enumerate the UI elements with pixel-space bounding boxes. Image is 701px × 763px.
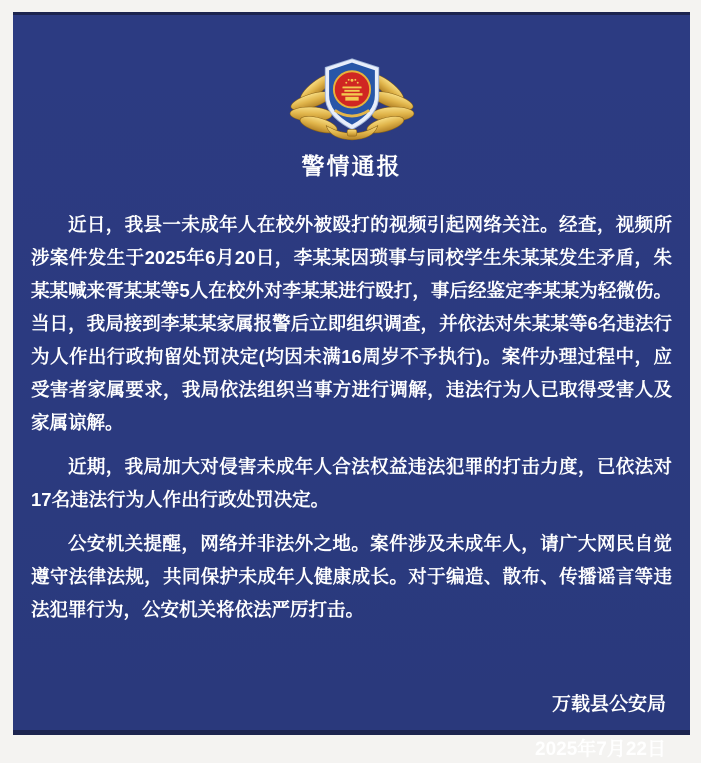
notice-paragraph-3: 公安机关提醒，网络并非法外之地。案件涉及未成年人，请广大网民自觉遵守法律法规，共同保护未成年人健康成长。对于编造、散布、传播谣言等违法犯罪行为，公安机关将依法严厉打击。 xyxy=(31,533,672,620)
notice-title: 警情通报 xyxy=(301,153,402,179)
emblem-wrap xyxy=(13,51,690,143)
signature-agency: 万载县公安局 xyxy=(551,694,666,715)
notice-paragraph-2: 近期，我局加大对侵害未成年人合法权益违法犯罪的打击力度，已依法对17名违法行为人作出行政处罚决定。 xyxy=(31,456,672,510)
signature-date: 2025年7月22日 xyxy=(535,739,666,760)
police-emblem-icon xyxy=(290,51,414,143)
notice-body xyxy=(13,208,690,626)
notice-paragraph-1: 近日，我县一未成年人在校外被殴打的视频引起网络关注。经查，视频所涉案件发生于2025年6月20日，李某某因琐事与同校学生朱某某发生矛盾，朱某某喊来胥某某等5人在校外对李某某进行殴打，事后经鉴定李某某为轻微伤。当日，我局接到李某某家属报警后立即组织调查，并依法对朱某某等6名违法行为人作出行政拘留处罚决定(均因未满16周岁不予执行)。案件办理过程中，应受害者家属要求，我局依法组织当事方进行调解，违法行为人已取得受害人及家属谅解。 xyxy=(31,214,672,433)
notice-card xyxy=(13,12,690,760)
signature-block xyxy=(13,692,690,763)
